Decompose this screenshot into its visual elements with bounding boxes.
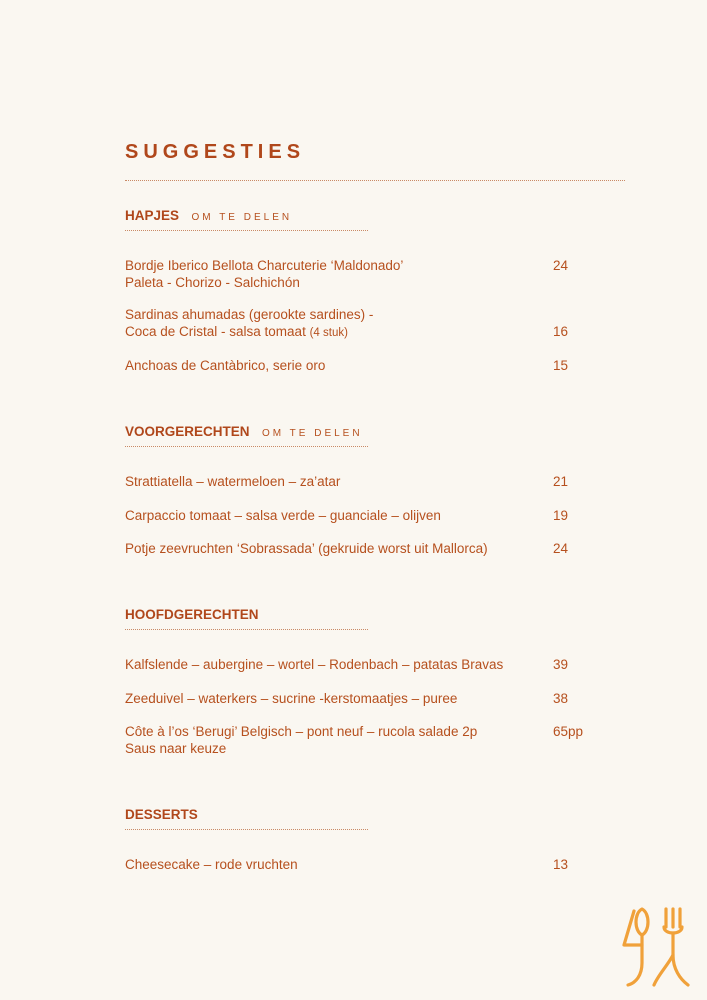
item-price: 16	[553, 324, 569, 339]
section-subtitle: OM TE DELEN	[261, 428, 363, 439]
section-divider	[125, 829, 368, 830]
item-price: 38	[553, 691, 569, 706]
item-name: Sardinas ahumadas (gerookte sardines) -	[125, 307, 374, 322]
item-name: Zeeduivel – waterkers – sucrine -kerstomaatjes – puree	[125, 691, 458, 706]
fork-spoon-logo-icon	[618, 905, 692, 989]
menu-item	[125, 723, 605, 757]
section-desserts	[125, 806, 605, 872]
menu-item	[125, 473, 605, 490]
item-description: Paleta - Chorizo - Salchichón	[125, 275, 300, 290]
item-description: Saus naar keuze	[125, 741, 227, 756]
item-price: 15	[553, 358, 569, 373]
menu-item	[125, 856, 605, 873]
item-description: Coca de Cristal - salsa tomaat (4 stuk)	[125, 324, 348, 339]
page-title: SUGGESTIES	[125, 141, 306, 163]
item-name: Strattiatella – watermeloen – za’atar	[125, 474, 341, 489]
section-divider	[125, 230, 368, 231]
item-note: (4 stuk)	[309, 327, 348, 339]
section-title: HOOFDGERECHTEN	[125, 607, 259, 622]
menu-item	[125, 540, 605, 557]
menu-item	[125, 257, 605, 291]
section-hoofdgerechten	[125, 606, 605, 756]
item-price: 19	[553, 508, 569, 523]
section-voorgerechten	[125, 423, 605, 556]
menu-item	[125, 306, 605, 342]
item-name: Carpaccio tomaat – salsa verde – guanciale – olijven	[125, 508, 441, 523]
section-divider	[125, 629, 368, 630]
item-price: 24	[553, 258, 569, 273]
menu-item	[125, 690, 605, 707]
item-price: 65pp	[553, 724, 584, 739]
item-name: Anchoas de Cantàbrico, serie oro	[125, 358, 326, 373]
section-hapjes	[125, 207, 605, 373]
section-title: DESSERTS	[125, 807, 198, 822]
item-price: 21	[553, 474, 569, 489]
section-title: HAPJES	[125, 208, 180, 223]
item-name: Cheesecake – rode vruchten	[125, 857, 298, 872]
menu-item	[125, 656, 605, 673]
item-price: 13	[553, 857, 569, 872]
item-name: Bordje Iberico Bellota Charcuterie ‘Maldonado’	[125, 258, 404, 273]
title-divider	[125, 180, 625, 181]
section-divider	[125, 446, 368, 447]
section-subtitle: OM TE DELEN	[191, 212, 293, 223]
item-name: Côte à l’os ‘Berugi’ Belgisch – pont neuf – rucola salade 2p	[125, 724, 478, 739]
menu-item	[125, 507, 605, 524]
menu-item	[125, 357, 605, 374]
item-price: 39	[553, 657, 569, 672]
item-name: Kalfslende – aubergine – wortel – Rodenbach – patatas Bravas	[125, 657, 504, 672]
item-name: Potje zeevruchten ‘Sobrassada’ (gekruide worst uit Mallorca)	[125, 541, 488, 556]
item-price: 24	[553, 541, 569, 556]
section-title: VOORGERECHTEN	[125, 424, 250, 439]
